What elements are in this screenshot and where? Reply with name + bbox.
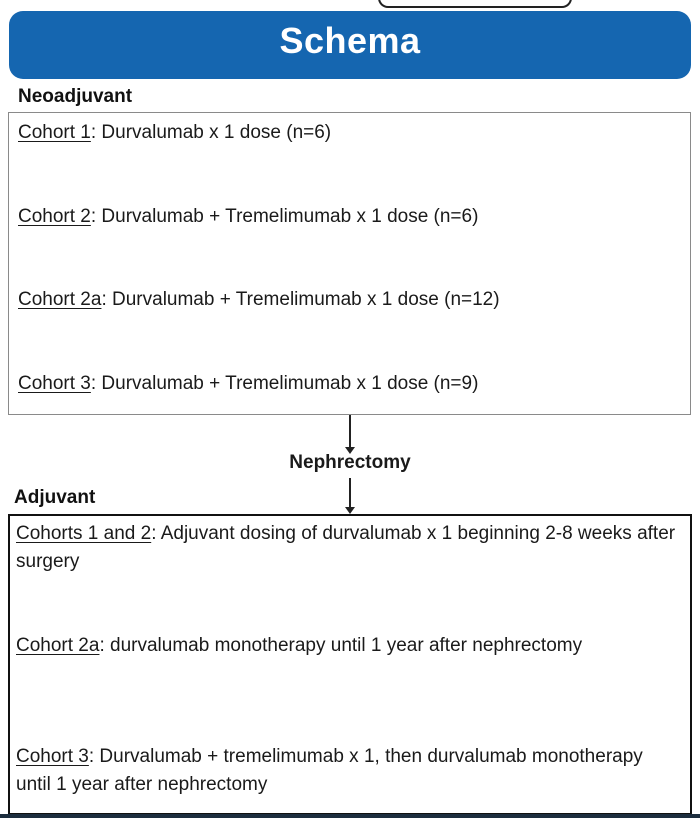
neoadjuvant-cohort-3	[18, 370, 478, 398]
cohort-description: : Durvalumab + Tremelimumab x 1 dose (n=9)	[90, 373, 479, 394]
adjuvant-cohort-1-and-2	[16, 520, 676, 576]
adjuvant-cohort-3	[16, 743, 676, 799]
arrow-down-icon	[345, 507, 355, 514]
cohort-description: : durvalumab monotherapy until 1 year after nephrectomy	[99, 635, 583, 656]
cohort-name: Cohort 2a	[16, 635, 100, 656]
neoadjuvant-cohort-2a	[18, 286, 500, 314]
neoadjuvant-box	[8, 112, 691, 415]
cohort-description: : Durvalumab + Tremelimumab x 1 dose (n=12)	[101, 289, 500, 310]
bottom-border-bar	[0, 814, 700, 818]
cohort-name: Cohort 1	[18, 122, 91, 143]
cohort-description: : Durvalumab + tremelimumab x 1, then durvalumab monotherapy until 1 year after nephrectomy	[16, 746, 643, 795]
arrow-line-upper	[349, 415, 351, 449]
cohort-description: : Adjuvant dosing of durvalumab x 1 beginning 2-8 weeks after surgery	[16, 523, 676, 572]
cohort-description: : Durvalumab x 1 dose (n=6)	[90, 122, 332, 143]
nephrectomy-label: Nephrectomy	[289, 452, 411, 473]
cohort-name: Cohort 2a	[18, 289, 102, 310]
neoadjuvant-label: Neoadjuvant	[18, 86, 133, 107]
cohort-description: : Durvalumab + Tremelimumab x 1 dose (n=6)	[90, 206, 479, 227]
top-bracket-fragment	[378, 0, 572, 8]
neoadjuvant-cohort-1	[18, 119, 331, 147]
cohort-name: Cohort 3	[16, 746, 89, 767]
page-title: Schema	[279, 20, 421, 61]
cohort-name: Cohorts 1 and 2	[16, 523, 152, 544]
cohort-name: Cohort 3	[18, 373, 91, 394]
adjuvant-cohort-2a	[16, 632, 676, 660]
cohort-name: Cohort 2	[18, 206, 91, 227]
adjuvant-label: Adjuvant	[14, 487, 96, 508]
arrow-line-lower	[349, 478, 351, 508]
adjuvant-box	[8, 514, 692, 815]
schema-banner	[9, 11, 691, 79]
neoadjuvant-cohort-2	[18, 203, 478, 231]
